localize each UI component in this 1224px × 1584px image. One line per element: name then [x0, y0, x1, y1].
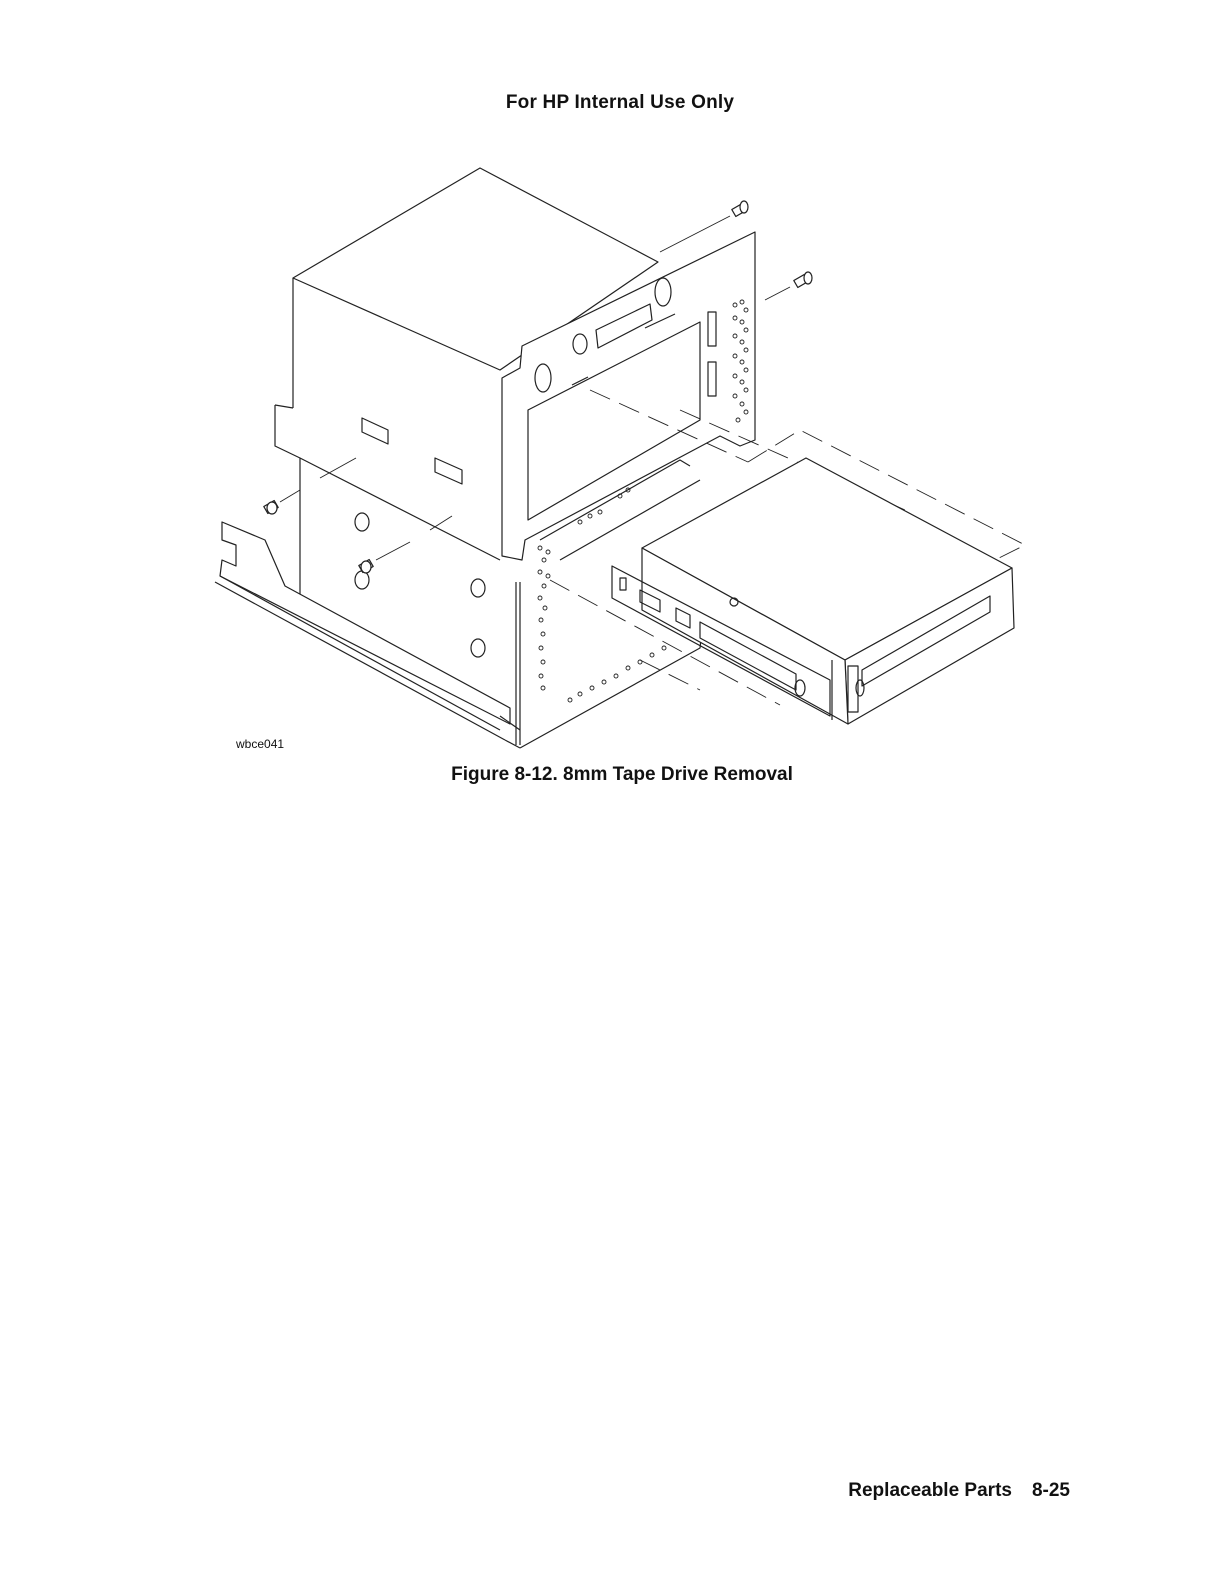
screw-icon	[794, 272, 812, 287]
chassis-base-and-rail	[215, 460, 702, 748]
screw-icon	[264, 501, 278, 514]
footer-section-title: Replaceable Parts	[848, 1480, 1012, 1501]
page-footer	[848, 1480, 1070, 1502]
tape-drive-unit	[612, 458, 1014, 724]
footer-page-number: 8-25	[1031, 1480, 1070, 1501]
figure-caption: Figure 8-12. 8mm Tape Drive Removal	[451, 764, 793, 785]
screw-icon	[732, 201, 748, 216]
figure-id-label: wbce041	[236, 737, 285, 751]
page-header: For HP Internal Use Only	[505, 92, 735, 113]
